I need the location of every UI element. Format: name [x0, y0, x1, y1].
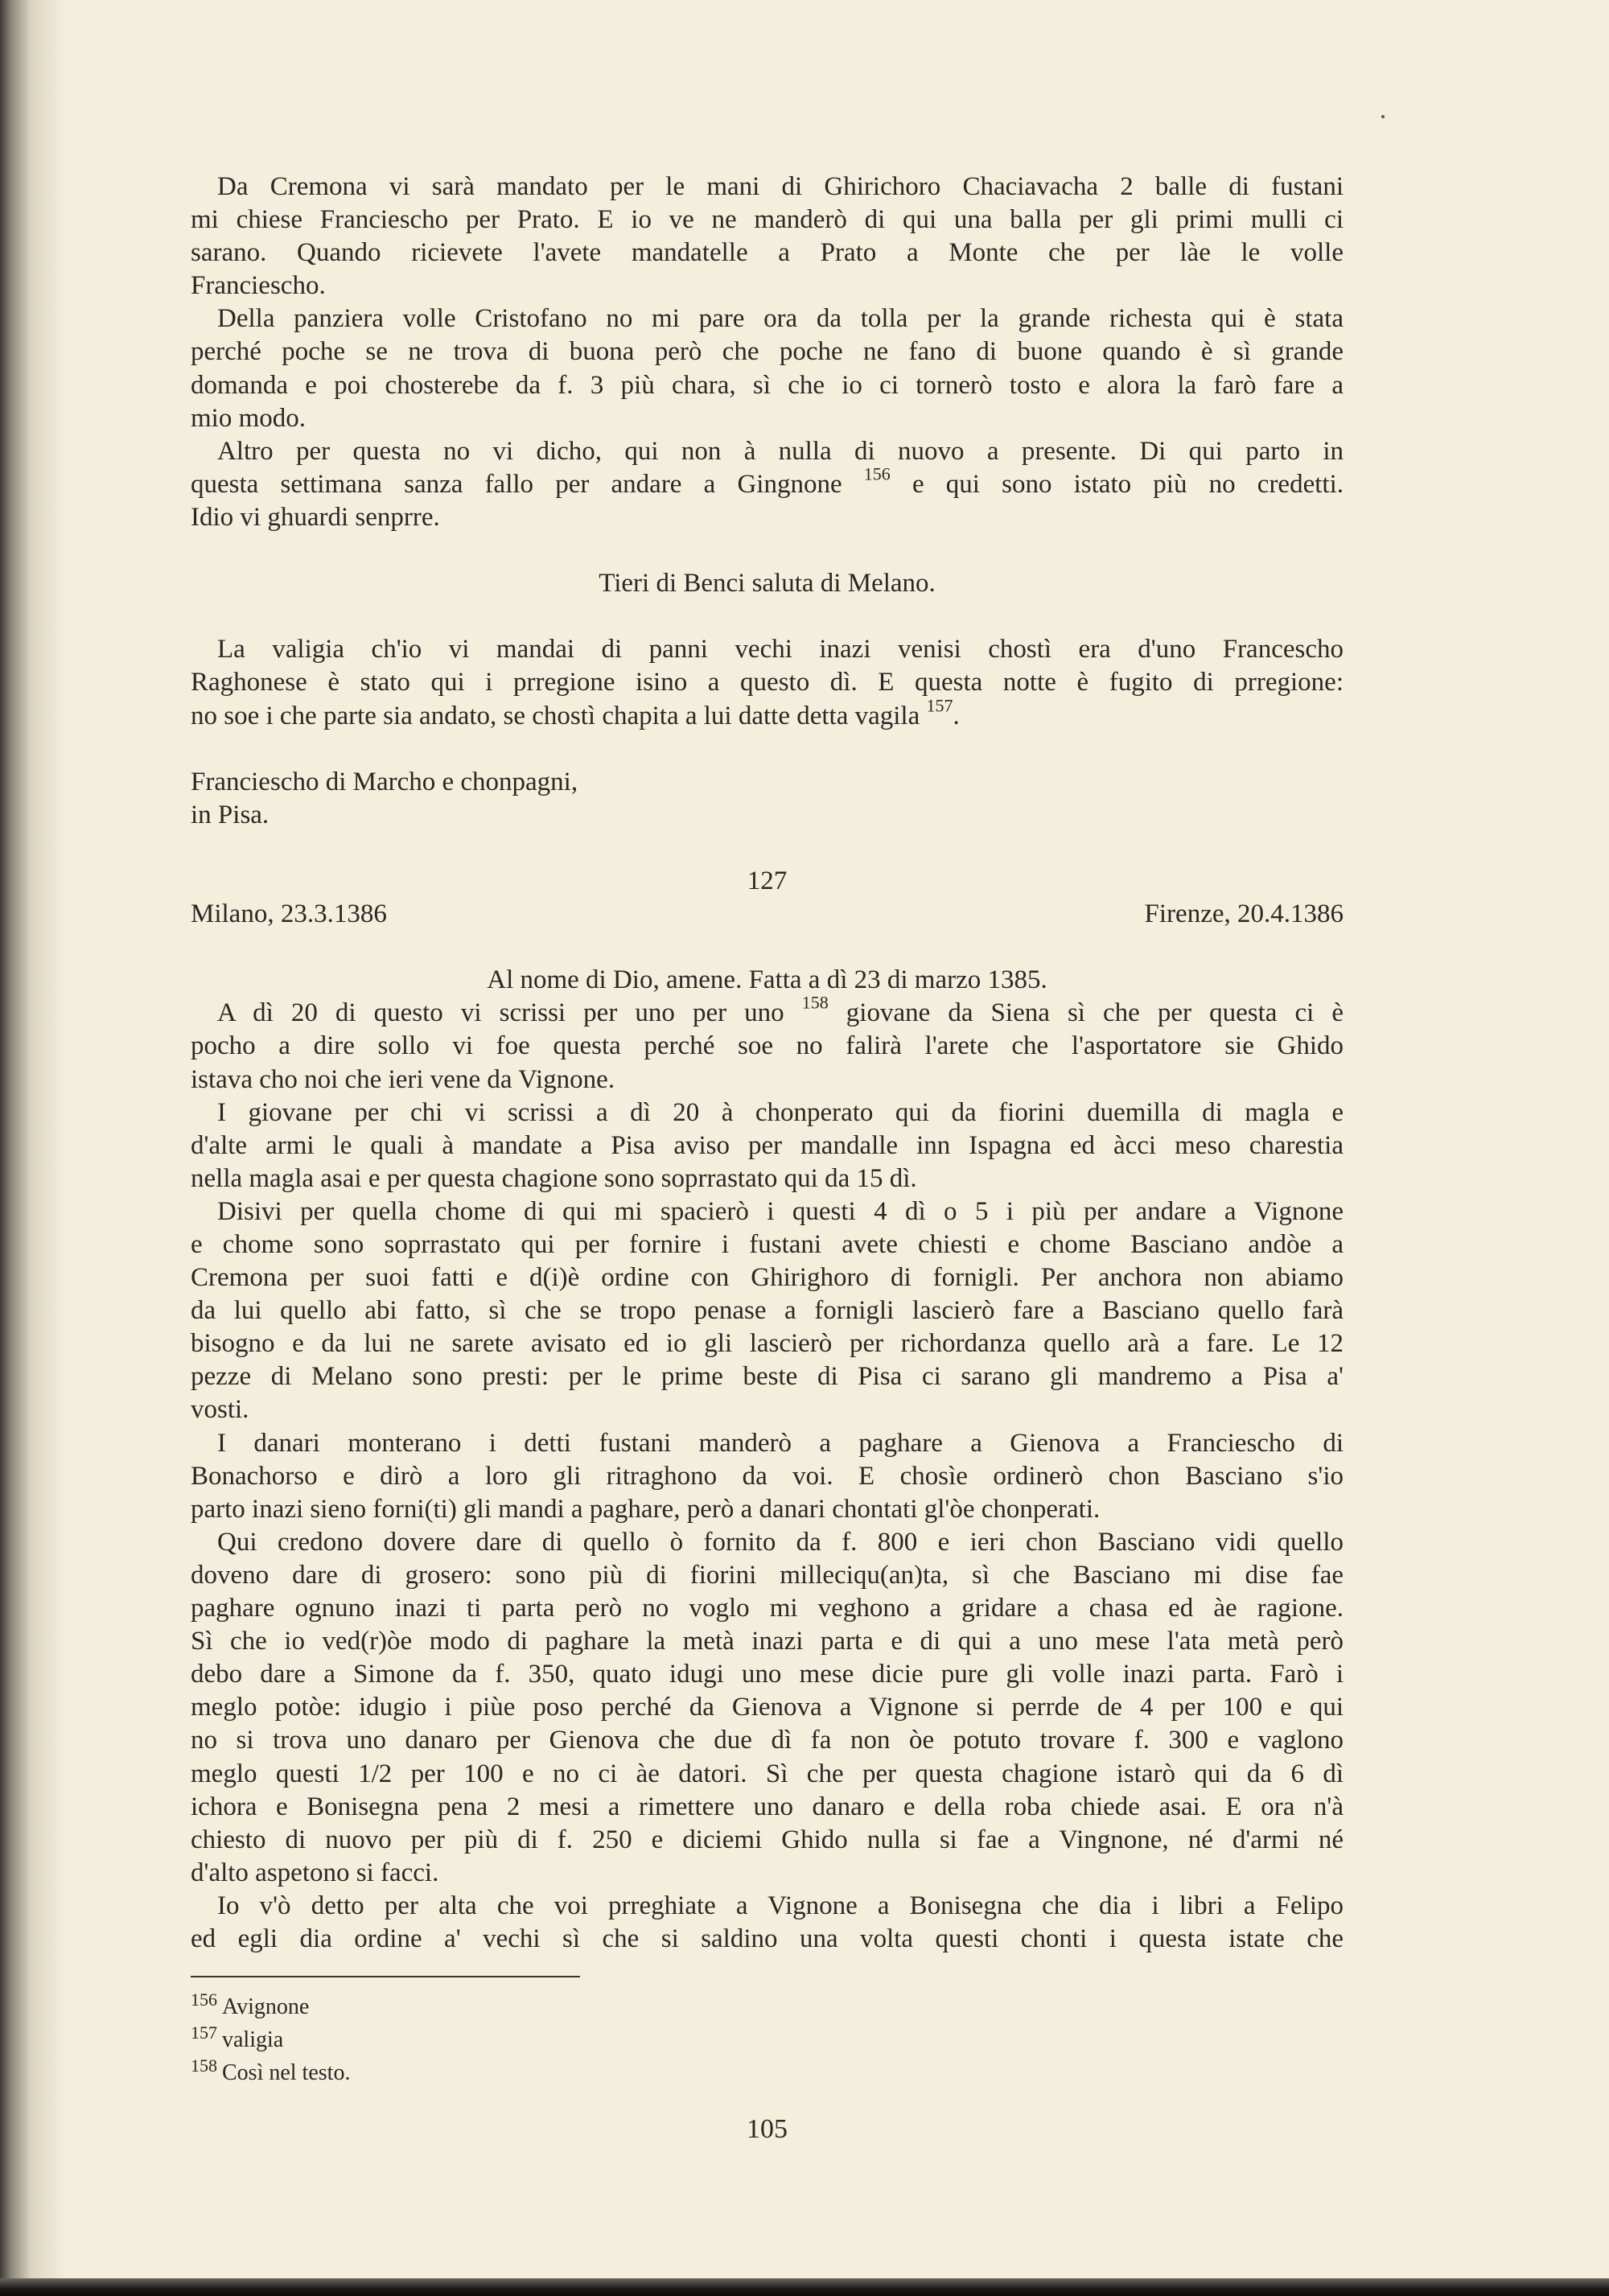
- text-line: Cremona per suoi fatti e d(i)è ordine con Ghirighoro di fornigli. Per anchora non abiamo: [191, 1263, 1344, 1293]
- letter-number: 127: [747, 866, 788, 895]
- text-line: Da Cremona vi sarà mandato per le mani di Ghirichoro Chaciavacha 2 balle di fustani: [217, 172, 1344, 201]
- text-line: Idio vi ghuardi senprre.: [191, 502, 440, 532]
- line-text: giovane da Siena sì che per questa ci è: [828, 998, 1344, 1028]
- line-text: e qui sono istato più no credetti.: [890, 469, 1344, 499]
- text-line: domanda e poi chosterebe da f. 3 più chara, sì che io ci tornerò tosto e alora la farò fare a: [191, 370, 1344, 400]
- book-gutter-shadow: [0, 0, 64, 2296]
- text-line: chiesto di nuovo per più di f. 250 e diciemi Ghido nulla si fae a Vingnone, né d'armi né: [191, 1825, 1344, 1854]
- main-text-column: [191, 171, 1344, 1956]
- page-bottom-edge: [0, 2278, 1609, 2296]
- text-line: Altro per questa no vi dicho, qui non à nulla di nuovo a presente. Di qui parto in: [217, 436, 1344, 466]
- letter-body-bottom: [191, 992, 1344, 1956]
- text-line: Qui credono dovere dare di quello ò fornito da f. 800 e ieri chon Basciano vidi quello: [217, 1527, 1344, 1557]
- text-line: mi chiese Franciescho per Prato. E io ve ne manderò di qui una balla per gli primi mulli ci: [191, 205, 1344, 235]
- dateline: [191, 898, 1344, 931]
- text-line: paghare ognuno inazi ti parta però no voglo mi veghono a gridare a chasa ed àe ragione.: [191, 1594, 1344, 1623]
- text-line: Bonachorso e dirò a loro gli ritraghono da voi. E chosìe ordinerò chon Basciano s'io: [191, 1461, 1344, 1491]
- line-text: .: [953, 701, 960, 730]
- footnote: [191, 2056, 350, 2089]
- footnote-number: 156: [191, 1989, 217, 2010]
- text-line: meglo potòe: idugio i piùe poso perché da Gienova a Vignone si perrde de 4 per 100 e qui: [191, 1693, 1344, 1722]
- paragraph: [191, 1427, 1344, 1526]
- text-line: ed egli dia ordine a' vechi sì che si saldino una volta questi chonti i questa istate che: [191, 1924, 1344, 1953]
- paragraph: [191, 302, 1344, 434]
- text-line: perché poche se ne trova di buona però che poche ne fano di buone quando è sì grande: [191, 337, 1344, 367]
- line-text: no soe i che parte sia andato, se chostì chapita a lui datte detta vagila: [191, 701, 927, 730]
- footnote-ref: 156: [863, 463, 891, 484]
- postscript: [191, 633, 1344, 732]
- paragraph: [191, 171, 1344, 302]
- text-line: Sì che io ved(r)òe modo di paghare la metà inazi parta e di qui a uno mese l'ata metà però: [191, 1627, 1344, 1656]
- paragraph: [191, 1890, 1344, 1956]
- footnote-ref: 158: [801, 992, 829, 1013]
- text-line: nella magla asai e per questa chagione sono soprrastato qui da 15 dì.: [191, 1163, 917, 1193]
- text-line: Disivi per quella chome di qui mi spacierò i questi 4 dì o 5 i più per andare a Vignone: [217, 1196, 1344, 1226]
- text-line: [191, 992, 1344, 1030]
- date-to: Firenze, 20.4.1386: [1144, 899, 1344, 929]
- text-line: [191, 695, 1344, 733]
- footnote-text: Avignone: [222, 1994, 310, 2019]
- footnote: [191, 2023, 350, 2056]
- date-from: Milano, 23.3.1386: [191, 899, 387, 929]
- text-line: mio modo.: [191, 403, 307, 433]
- footnote-number: 157: [191, 2022, 217, 2043]
- footnote: [191, 1990, 350, 2023]
- text-line: sarano. Quando ricievete l'avete mandatelle a Prato a Monte che per làe le volle: [191, 238, 1344, 268]
- text-line: pocho a dire sollo vi foe questa perché soe no falirà l'arete che l'asportatore sie Ghido: [191, 1031, 1344, 1061]
- paragraph: [191, 435, 1344, 534]
- text-line: ichora e Bonisegna pena 2 mesi a rimettere uno danaro e della roba chiede asai. E ora n'à: [191, 1792, 1344, 1821]
- letter-body-top: [191, 171, 1344, 534]
- footnote-text: valigia: [222, 2027, 284, 2052]
- text-line: d'alte armi le quali à mandate a Pisa aviso per mandalle inn Ispagna ed àcci meso charestia: [191, 1130, 1344, 1160]
- text-line: I giovane per chi vi scrissi a dì 20 à chonperato qui da fiorini duemilla di magla e: [217, 1097, 1344, 1127]
- text-line: no si trova uno danaro per Gienova che due dì fa non òe potuto trovare f. 300 e vaglono: [191, 1726, 1344, 1755]
- text-line: Della panziera volle Cristofano no mi pare ora da tolla per la grande richesta qui è stata: [217, 304, 1344, 334]
- salutation: Tieri di Benci saluta di Melano.: [599, 569, 936, 599]
- paragraph: [191, 1097, 1344, 1195]
- paragraph: [191, 1526, 1344, 1890]
- page-number: 105: [747, 2114, 788, 2144]
- line-text: questa settimana sanza fallo per andare a Gingnone: [191, 469, 864, 499]
- paragraph: [191, 992, 1344, 1096]
- footnote-number: 158: [191, 2055, 217, 2076]
- text-line: La valigia ch'io vi mandai di panni vechi inazi venisi chostì era d'uno Francescho: [217, 635, 1344, 665]
- paragraph: [191, 1195, 1344, 1427]
- text-line: Franciescho.: [191, 271, 326, 301]
- text-line: e chome sono soprrastato qui per fornire i fustani avete chiesti e chome Basciano andòe a: [191, 1230, 1344, 1259]
- text-line: pezze di Melano sono presti: per le prime beste di Pisa ci sarano gli mandremo a Pisa a': [191, 1362, 1344, 1392]
- address-line-2: in Pisa.: [191, 800, 270, 829]
- text-line: I danari monterano i detti fustani manderò a paghare a Gienova a Franciescho di: [217, 1428, 1344, 1458]
- text-line: Io v'ò detto per alta che voi prreghiate a Vignone a Bonisegna che dia i libri a Felipo: [217, 1891, 1344, 1920]
- text-line: [191, 463, 1344, 501]
- footnotes: [191, 1990, 350, 2089]
- text-line: debo dare a Simone da f. 350, quato idugi uno mese dicie pure gli volle inazi parta. Farò i: [191, 1660, 1344, 1689]
- address-line-1: Franciescho di Marcho e chonpagni,: [191, 767, 578, 796]
- text-line: parto inazi sieno forni(ti) gli mandi a paghare, però a danari chontati gl'òe chonperati.: [191, 1494, 1101, 1524]
- footnote-divider: [191, 1976, 580, 1977]
- footnote-text: Così nel testo.: [222, 2060, 351, 2085]
- paragraph: [191, 633, 1344, 732]
- text-line: doveno dare di grosero: sono più di fiorini milleciqu(an)ta, sì che Basciano mi dise fae: [191, 1560, 1344, 1590]
- text-line: d'alto aspetono si facci.: [191, 1858, 439, 1887]
- text-line: istava cho noi che ieri vene da Vignone.: [191, 1064, 615, 1094]
- line-text: A dì 20 di questo vi scrissi per uno per uno: [217, 998, 802, 1028]
- text-line: vosti.: [191, 1395, 249, 1425]
- text-line: da lui quello abi fatto, sì che se tropo penase a fornigli lascierò fare a Basciano quello farà: [191, 1296, 1344, 1326]
- scan-speck: [1381, 115, 1385, 118]
- footnote-ref: 157: [926, 695, 953, 716]
- text-line: Raghonese è stato qui i prregione isino a questo dì. E questa notte è fugito di prregione:: [191, 668, 1344, 697]
- text-line: meglo questi 1/2 per 100 e no ci àe datori. Sì che per questa chagione istarò qui da 6 dì: [191, 1759, 1344, 1788]
- text-line: bisogno e da lui ne sarete avisato ed io gli lascierò per richordanza quello arà a fare. Le 12: [191, 1329, 1344, 1359]
- invocation: Al nome di Dio, amene. Fatta a dì 23 di marzo 1385.: [487, 965, 1047, 995]
